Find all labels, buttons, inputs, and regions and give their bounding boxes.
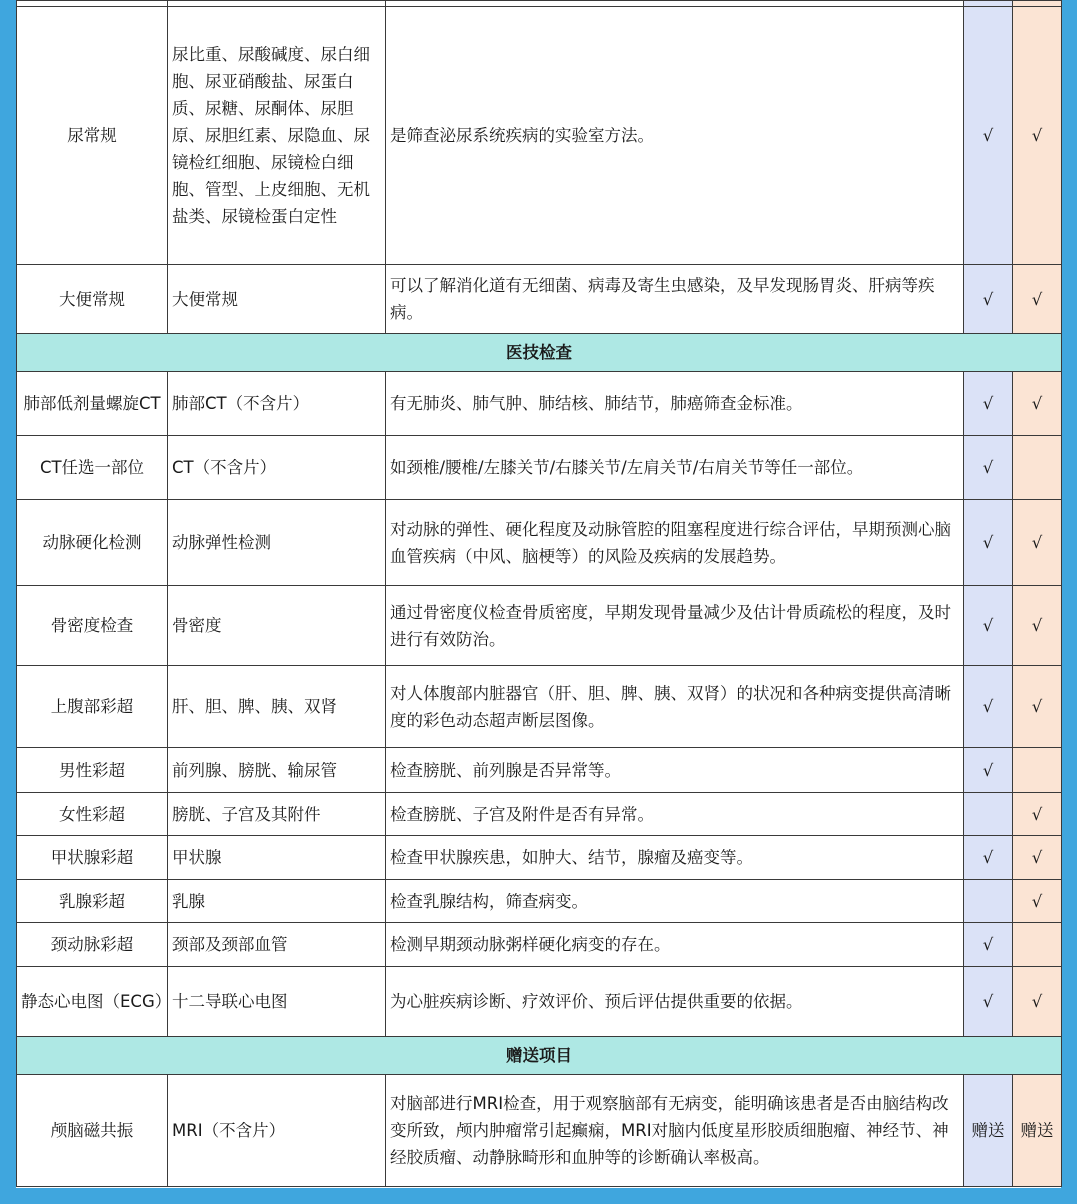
- exam-desc: 检测早期颈动脉粥样硬化病变的存在。: [386, 923, 964, 967]
- exam-desc: 对脑部进行MRI检查，用于观察脑部有无病变，能明确该患者是否由脑结构改变所致，颅内肿瘤常引起癫痫，MRI对脑内低度星形胶质细胞瘤、神经节、神经胶质瘤、动静脉畸形和血肿等的诊断确认率极高。: [386, 1075, 964, 1187]
- table-row: [17, 586, 1062, 666]
- table-row: [17, 666, 1062, 748]
- female-mark: √: [1013, 372, 1062, 436]
- table-row: [17, 1075, 1062, 1187]
- exam-items: 乳腺: [168, 880, 386, 923]
- female-mark: √: [1013, 7, 1062, 265]
- table-row: [17, 836, 1062, 880]
- exam-desc: 检查乳腺结构，筛查病变。: [386, 880, 964, 923]
- male-mark: [964, 880, 1013, 923]
- exam-desc: 通过骨密度仪检查骨质密度，早期发现骨量减少及估计骨质疏松的程度，及时进行有效防治。: [386, 586, 964, 666]
- exam-items: CT（不含片）: [168, 436, 386, 500]
- exam-desc: 检查甲状腺疾患，如肿大、结节，腺瘤及癌变等。: [386, 836, 964, 880]
- male-mark: √: [964, 372, 1013, 436]
- female-mark: √: [1013, 880, 1062, 923]
- exam-items: 颈部及颈部血管: [168, 923, 386, 967]
- exam-items: 尿比重、尿酸碱度、尿白细胞、尿亚硝酸盐、尿蛋白质、尿糖、尿酮体、尿胆原、尿胆红素、尿隐血、尿镜检红细胞、尿镜检白细胞、管型、上皮细胞、无机盐类、尿镜检蛋白定性: [168, 7, 386, 265]
- male-mark: √: [964, 7, 1013, 265]
- exam-name: 乳腺彩超: [17, 880, 168, 923]
- exam-items: 肺部CT（不含片）: [168, 372, 386, 436]
- male-mark: √: [964, 748, 1013, 793]
- male-mark: √: [964, 500, 1013, 586]
- section-title: 医技检查: [17, 334, 1062, 372]
- male-mark: [964, 793, 1013, 836]
- exam-name: 静态心电图（ECG）: [17, 967, 168, 1037]
- female-mark: √: [1013, 836, 1062, 880]
- exam-items: 膀胱、子宫及其附件: [168, 793, 386, 836]
- section-header-row: [17, 334, 1062, 372]
- table-row: [17, 372, 1062, 436]
- female-mark: [1013, 748, 1062, 793]
- female-mark: √: [1013, 793, 1062, 836]
- female-mark: √: [1013, 265, 1062, 334]
- exam-name: 男性彩超: [17, 748, 168, 793]
- section-header-row: [17, 1037, 1062, 1075]
- exam-desc: 检查膀胱、前列腺是否异常等。: [386, 748, 964, 793]
- exam-package-sheet: [16, 0, 1061, 1188]
- female-mark: [1013, 923, 1062, 967]
- exam-name: 大便常规: [17, 265, 168, 334]
- exam-name: CT任选一部位: [17, 436, 168, 500]
- exam-items: 大便常规: [168, 265, 386, 334]
- male-mark: √: [964, 967, 1013, 1037]
- exam-desc: 有无肺炎、肺气肿、肺结核、肺结节，肺癌筛查金标准。: [386, 372, 964, 436]
- female-mark: √: [1013, 967, 1062, 1037]
- male-mark: √: [964, 666, 1013, 748]
- exam-desc: 对人体腹部内脏器官（肝、胆、脾、胰、双肾）的状况和各种病变提供高清晰度的彩色动态超声断层图像。: [386, 666, 964, 748]
- exam-items: 动脉弹性检测: [168, 500, 386, 586]
- female-mark: [1013, 436, 1062, 500]
- female-mark: √: [1013, 500, 1062, 586]
- female-mark: √: [1013, 666, 1062, 748]
- exam-items: 甲状腺: [168, 836, 386, 880]
- exam-desc: 如颈椎/腰椎/左膝关节/右膝关节/左肩关节/右肩关节等任一部位。: [386, 436, 964, 500]
- exam-name: 肺部低剂量螺旋CT: [17, 372, 168, 436]
- exam-items-table: [16, 0, 1062, 1187]
- exam-name: 甲状腺彩超: [17, 836, 168, 880]
- exam-name: 骨密度检查: [17, 586, 168, 666]
- exam-name: 女性彩超: [17, 793, 168, 836]
- exam-desc: 检查膀胱、子宫及附件是否有异常。: [386, 793, 964, 836]
- male-mark: √: [964, 586, 1013, 666]
- table-row: [17, 880, 1062, 923]
- table-row: [17, 967, 1062, 1037]
- exam-name: 颈动脉彩超: [17, 923, 168, 967]
- male-mark: √: [964, 836, 1013, 880]
- table-row: [17, 436, 1062, 500]
- male-mark: √: [964, 436, 1013, 500]
- table-row: [17, 500, 1062, 586]
- male-mark: √: [964, 265, 1013, 334]
- table-row: [17, 793, 1062, 836]
- exam-name: 动脉硬化检测: [17, 500, 168, 586]
- exam-name: 上腹部彩超: [17, 666, 168, 748]
- table-row: [17, 7, 1062, 265]
- female-mark: 赠送: [1013, 1075, 1062, 1187]
- exam-items: 骨密度: [168, 586, 386, 666]
- exam-items: 肝、胆、脾、胰、双肾: [168, 666, 386, 748]
- female-mark: √: [1013, 586, 1062, 666]
- section-title: 赠送项目: [17, 1037, 1062, 1075]
- exam-desc: 为心脏疾病诊断、疗效评价、预后评估提供重要的依据。: [386, 967, 964, 1037]
- exam-desc: 可以了解消化道有无细菌、病毒及寄生虫感染，及早发现肠胃炎、肝病等疾病。: [386, 265, 964, 334]
- exam-items: 前列腺、膀胱、输尿管: [168, 748, 386, 793]
- exam-items: MRI（不含片）: [168, 1075, 386, 1187]
- table-row: [17, 265, 1062, 334]
- exam-desc: 是筛查泌尿系统疾病的实验室方法。: [386, 7, 964, 265]
- male-mark: √: [964, 923, 1013, 967]
- male-mark: 赠送: [964, 1075, 1013, 1187]
- exam-name: 颅脑磁共振: [17, 1075, 168, 1187]
- exam-items: 十二导联心电图: [168, 967, 386, 1037]
- table-row: [17, 748, 1062, 793]
- exam-desc: 对动脉的弹性、硬化程度及动脉管腔的阻塞程度进行综合评估，早期预测心脑血管疾病（中风、脑梗等）的风险及疾病的发展趋势。: [386, 500, 964, 586]
- exam-name: 尿常规: [17, 7, 168, 265]
- table-row: [17, 923, 1062, 967]
